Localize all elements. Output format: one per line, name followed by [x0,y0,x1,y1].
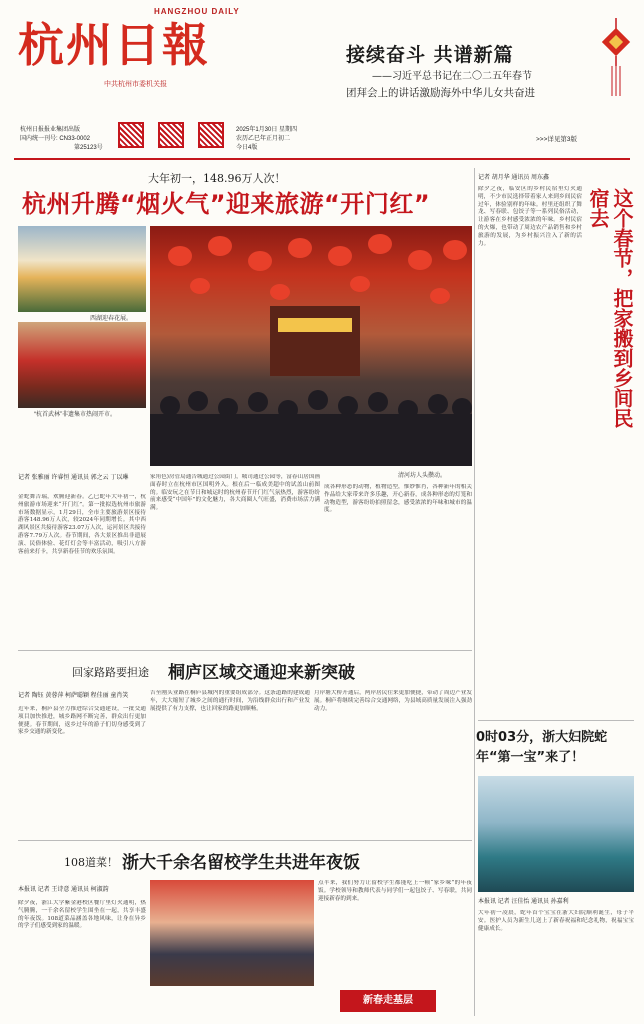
qr-code-icon[interactable] [198,122,224,148]
baby-body: 大年初一凌晨，蛇年首个宝宝在浙大妇院顺利诞生，母子平安。医护人员为新生儿送上了新春祝福和纪念礼物，祝福宝宝健康成长。 [478,910,634,932]
lead-body-col3: 成各种形态的动物，植物造型，惟妙惟肖，各种新年的相关作品给大家带来许多乐趣，开心新春，成各种形态的灯笼和动物造型，游客纷纷拍照留念，感受浓浓的年味和城市的温度。 [324,484,472,514]
section-banner[interactable]: 新春走基层 [340,990,436,1012]
lunar-date: 农历乙巳年正月初二 [236,136,291,142]
photo-caption: 清河坊人头攒动。 [398,473,447,479]
chinese-knot-icon [598,18,634,98]
baby-byline: 本报讯 记者 汪佳怡 通讯员 孙嘉利 [478,899,569,905]
lead-body-col1: 金蛇舞吉瑞，欢腾迎新春。乙巳蛇年大年初一，杭州旅游市场迎来“开门红”。第一批拟选杭州市旅游市场数据显示，1月29日，全市主要旅游景区接待游客148.96万人次，较2024年同期增长。其中西湖风景区共接待游客23.07万人次，运河景区共接待游客7.79万人次。春节期间，各大景区推出非遗展演、民俗体验、花灯灯会等丰富活动，吸引八方游客前来打卡，共享新春佳节的欢乐氛围。 [18,494,146,555]
info-bar [0,108,644,152]
sec2-kicker: 回家路路要担途 [72,666,149,679]
qr-code-icon[interactable] [118,122,144,148]
see-page-link[interactable]: >>>详见第3版 [536,136,578,143]
newspaper-logo: 杭州日報 [18,18,210,72]
side-body: 除夕之夜，临安区的乡村民宿里灯火通明，不少市民选择带着家人来到乡间民宿过年，体验别样的年味。村里还组织了舞龙、写春联、包饺子等一系列民俗活动，让游客在乡村感受浓浓的年味。乡村民宿的火爆，也带动了周边农产品销售和乡村旅游的发展，为乡村振兴注入了新的活力。 [478,186,582,247]
page-count: 今日4版 [236,145,258,151]
sec2-body-col2: 吉至刚头业路在桐庐县城内的重要组成部分。这条道路的建成通车，大大缩短了城乡之间的通行时间，为沿线群众出行和产业发展提供了有力支撑，也让回家的路更加顺畅。 [150,690,310,712]
divider [18,840,472,841]
sec3-kicker: 108道菜！ [64,856,118,869]
divider [478,720,634,721]
lead-body-col2: 家角色)房管局通告城通过公园街门，城司通过公园等，富春山居国画面春时立在杭州市区国明外入。根在后一临成美超中的试盖山前图的。临安玩之在节日和城运时的杭州春节开门红气氛热烈，游客纷纷前来感受“中国年”的文化魅力，各大商圈人气旺盛，消费市场活力满满。 [150,474,320,512]
sec2-headline[interactable]: 桐庐区域交通迎来新突破 [168,663,355,683]
side-byline: 记者 胡月华 通讯员 周东鑫 [478,175,550,181]
photo-caption: “杭首武林”非遗集市热闹开市。 [34,412,116,418]
top-subhead-1: ——习近平总书记在二〇二五年春节 [372,71,532,82]
sec2-body-col3: 月岸塘大桥开通后，两岸居民往来更加便捷，带动了周边产业发展。桐庐将继续完善综合交通网络，为县域高质量发展注入强劲动力。 [314,690,472,712]
publisher-line: 杭州日报报业集团出版 [20,127,81,133]
sec3-body-col2: 点半来，我们努力让留校学生都能吃上一顿“家乡味”的年夜饭。学校领导和教师代表与同学们一起包饺子、写春联，共同迎接新春的到来。 [318,880,472,902]
divider [474,168,475,1016]
dinner-photo[interactable] [150,880,314,986]
pub-date: 2025年1月30日 星期四 [236,127,298,133]
sec3-body-col1: 除夕夜，浙江大学紫金港校区餐厅里灯火通明，热气腾腾，一千余名留校学生围坐在一起，共享丰盛的年夜饭。108道菜品涵盖各地风味，让身在异乡的学子们感受到家的温暖。 [18,900,146,930]
market-photo[interactable] [18,322,146,408]
hospital-photo[interactable] [478,776,634,892]
top-headline[interactable]: 接续奋斗 共谱新篇 [346,44,514,66]
english-title: HANGZHOU DAILY [154,7,240,16]
divider [14,158,630,160]
sec2-byline: 记者 陶钰 黄蓉萍 柯萨聪颖 程佳丽 童肖笑 [18,693,129,699]
sec3-byline: 本报讯 记者 王诗意 通讯员 柯淑韵 [18,887,109,893]
main-photo[interactable] [150,226,472,466]
qr-code-icon[interactable] [158,122,184,148]
party-organ: 中共杭州市委机关报 [104,80,167,88]
cn-number: 国内统一刊号: CN33-0002 [20,136,91,142]
top-subhead-2: 团拜会上的讲话激励海外中华儿女共奋进 [346,87,535,99]
sec3-headline[interactable]: 浙大千余名留校学生共进年夜饭 [122,853,360,873]
baby-headline[interactable]: 0时03分，浙大妇院蛇年“第一宝”来了！ [476,730,608,765]
flower-show-photo[interactable] [18,226,146,312]
lead-kicker: 大年初一，148.96万人次！ [148,172,286,185]
lantern-scene [150,226,472,466]
divider [18,650,472,651]
side-headline[interactable]: 这个春节，把家搬到乡间民宿去 [586,188,634,428]
masthead [0,0,644,99]
lead-byline: 记者 张雅丽 许睿恒 通讯员 郭之云 丁以琳 [18,475,129,481]
issue-number: 第25123号 [74,145,103,151]
lead-headline[interactable]: 杭州升腾“烟火气”迎来旅游“开门红” [22,190,431,218]
photo-caption: 西湖迎春花展。 [90,316,133,322]
sec2-body-col1: 近年来，桐庐县全力推进综合交通建设，一批交通项目加快推进，城乡路网不断完善，群众出行更加便捷。春节期间，返乡过年的游子们切身感受到了家乡交通的新变化。 [18,706,146,736]
